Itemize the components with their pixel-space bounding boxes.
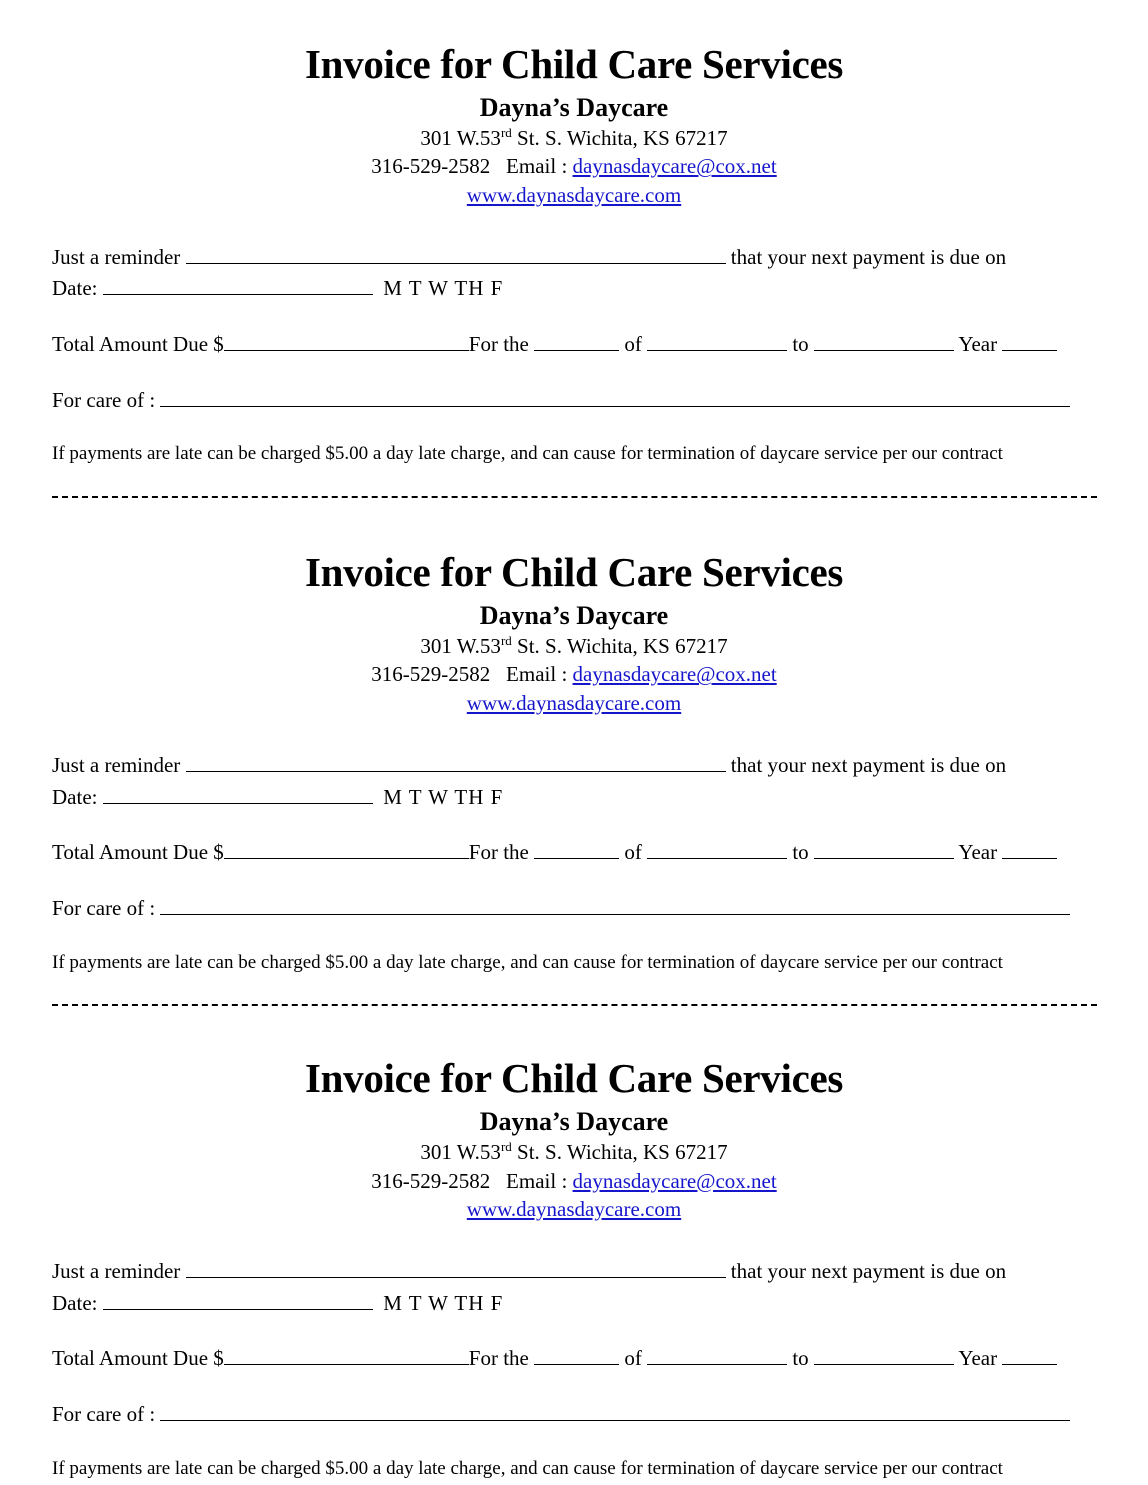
date-label: Date: (52, 276, 103, 301)
address-suffix: St. S. Wichita, KS 67217 (511, 126, 728, 151)
year-field[interactable] (1002, 1345, 1057, 1365)
year-label: Year (953, 839, 1003, 864)
reminder-name-field[interactable] (186, 1258, 726, 1278)
to-field[interactable] (814, 1345, 954, 1365)
company-address (52, 125, 1096, 152)
total-amount-field[interactable] (224, 331, 469, 351)
date-label: Date: (52, 1290, 103, 1315)
email-label: Email : (506, 154, 573, 179)
for-care-label: For care of : (52, 1402, 161, 1427)
reminder-name-field[interactable] (186, 244, 726, 264)
address-suffix: St. S. Wichita, KS 67217 (511, 634, 728, 659)
total-row (52, 838, 1096, 866)
copy-separator-2 (52, 1004, 1096, 1038)
late-notice: If payments are late can be charged $5.00 a day late charge, and can cause for termination of daycare service per our contract (52, 443, 1003, 465)
total-amount-label: Total Amount Due $ (52, 1345, 224, 1370)
dashed-rule (52, 496, 1097, 499)
year-field[interactable] (1002, 839, 1057, 859)
to-label: to (787, 331, 814, 356)
page-title: Invoice for Child Care Services (304, 1055, 844, 1102)
for-the-field[interactable] (534, 331, 619, 351)
for-care-field[interactable] (160, 1401, 1070, 1421)
reminder-row (52, 751, 1096, 779)
company-contact (52, 1167, 1096, 1195)
email-label: Email : (506, 662, 573, 687)
address-ordinal: rd (500, 125, 512, 141)
website-link[interactable]: www.daynasdaycare.com (466, 182, 682, 207)
of-label: of (619, 331, 648, 356)
care-row (52, 1400, 1096, 1428)
address-prefix: 301 W.53 (420, 1140, 501, 1165)
total-row (52, 330, 1096, 358)
days-of-week[interactable]: M T W TH F (383, 784, 504, 809)
days-of-week[interactable]: M T W TH F (383, 276, 504, 301)
dashed-rule (52, 1004, 1097, 1007)
company-name: Dayna’s Daycare (479, 601, 669, 630)
reminder-row (52, 243, 1096, 271)
address-prefix: 301 W.53 (420, 126, 501, 151)
address-ordinal: rd (500, 633, 512, 649)
page-title: Invoice for Child Care Services (304, 41, 844, 87)
date-row (52, 783, 1096, 811)
of-field[interactable] (647, 1345, 787, 1365)
of-label: of (619, 1345, 648, 1370)
email-link[interactable]: daynasdaycare@cox.net (572, 154, 777, 179)
date-label: Date: (52, 784, 103, 809)
phone-number: 316-529-2582 (371, 1168, 491, 1193)
total-amount-field[interactable] (224, 1345, 469, 1365)
company-website (52, 181, 1096, 209)
reminder-prefix-label: Just a reminder (52, 1259, 186, 1284)
company-website (52, 1195, 1096, 1223)
phone-number: 316-529-2582 (371, 154, 491, 179)
company-address (52, 1139, 1096, 1166)
year-label: Year (953, 331, 1003, 356)
date-row (52, 274, 1096, 302)
email-link[interactable]: daynasdaycare@cox.net (572, 1168, 777, 1193)
copy-separator-1 (52, 496, 1096, 530)
for-the-label: For the (468, 1345, 535, 1370)
total-row (52, 1344, 1096, 1372)
reminder-row (52, 1257, 1096, 1285)
company-name: Dayna’s Daycare (479, 1107, 669, 1137)
for-the-label: For the (468, 331, 535, 356)
for-care-field[interactable] (160, 387, 1070, 407)
address-ordinal: rd (500, 1139, 512, 1155)
company-contact (52, 152, 1096, 180)
to-field[interactable] (814, 839, 954, 859)
care-row (52, 386, 1096, 414)
year-label: Year (953, 1345, 1003, 1370)
late-notice: If payments are late can be charged $5.00 a day late charge, and can cause for termination of daycare service per our contract (52, 951, 1003, 973)
for-the-label: For the (468, 839, 535, 864)
total-amount-field[interactable] (224, 839, 469, 859)
website-link[interactable]: www.daynasdaycare.com (466, 690, 682, 715)
for-care-field[interactable] (160, 895, 1070, 915)
late-notice: If payments are late can be charged $5.00 a day late charge, and can cause for termination of daycare service per our contract (52, 1457, 1003, 1479)
company-website (52, 689, 1096, 717)
reminder-prefix-label: Just a reminder (52, 753, 186, 778)
invoice-copy-3 (52, 1056, 1096, 1481)
to-label: to (787, 839, 814, 864)
invoice-copy-1 (52, 42, 1096, 467)
email-label: Email : (506, 1168, 573, 1193)
care-row (52, 894, 1096, 922)
for-the-field[interactable] (534, 839, 619, 859)
days-of-week[interactable]: M T W TH F (383, 1290, 504, 1315)
reminder-name-field[interactable] (186, 752, 726, 772)
of-field[interactable] (647, 331, 787, 351)
total-amount-label: Total Amount Due $ (52, 839, 224, 864)
address-prefix: 301 W.53 (420, 634, 501, 659)
reminder-prefix-label: Just a reminder (52, 245, 186, 270)
reminder-suffix-label: that your next payment is due on (725, 245, 1007, 270)
company-contact (52, 660, 1096, 688)
for-care-label: For care of : (52, 388, 161, 413)
year-field[interactable] (1002, 331, 1057, 351)
of-label: of (619, 839, 648, 864)
company-address (52, 633, 1096, 660)
to-field[interactable] (814, 331, 954, 351)
for-care-label: For care of : (52, 896, 161, 921)
phone-number: 316-529-2582 (371, 662, 491, 687)
to-label: to (787, 1345, 814, 1370)
reminder-suffix-label: that your next payment is due on (725, 753, 1007, 778)
date-row (52, 1289, 1096, 1317)
date-field[interactable] (103, 784, 373, 804)
website-link[interactable]: www.daynasdaycare.com (466, 1196, 682, 1221)
reminder-suffix-label: that your next payment is due on (725, 1259, 1007, 1284)
of-field[interactable] (647, 839, 787, 859)
date-field[interactable] (103, 1290, 373, 1310)
total-amount-label: Total Amount Due $ (52, 331, 224, 356)
address-suffix: St. S. Wichita, KS 67217 (511, 1140, 728, 1165)
date-field[interactable] (103, 275, 373, 295)
for-the-field[interactable] (534, 1345, 619, 1365)
email-link[interactable]: daynasdaycare@cox.net (572, 662, 777, 687)
company-name: Dayna’s Daycare (479, 92, 669, 122)
page-title: Invoice for Child Care Services (304, 549, 844, 596)
invoice-copy-2 (52, 550, 1096, 975)
